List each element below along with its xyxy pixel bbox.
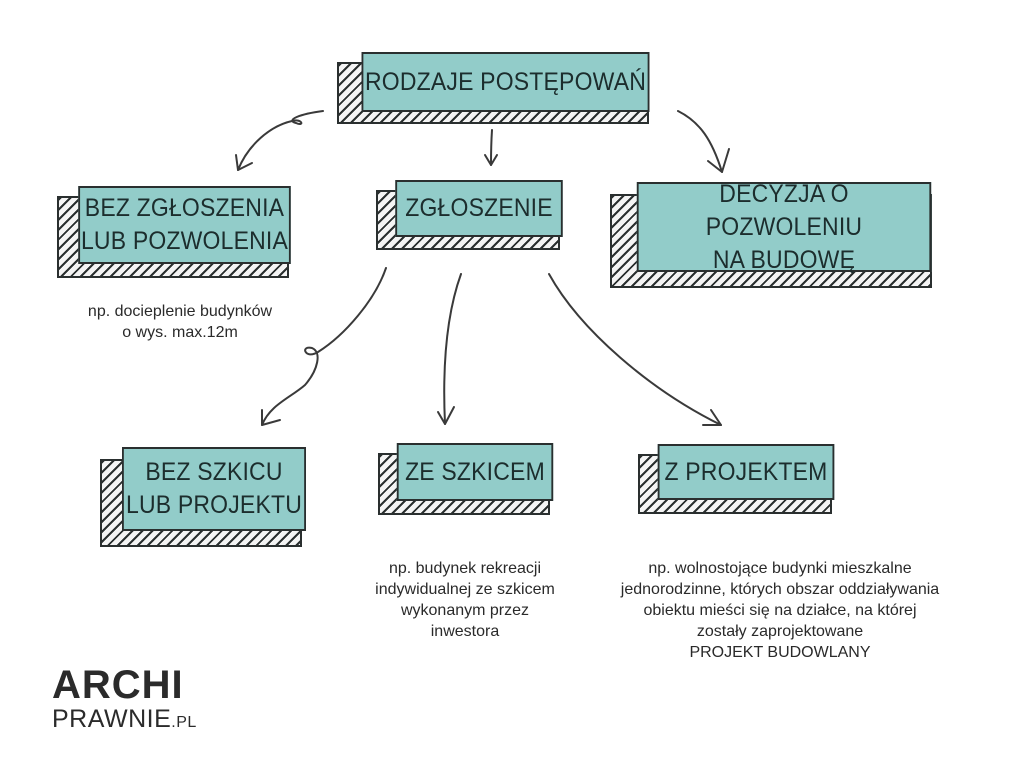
node-label-line-1: DECYZJA O POZWOLENIU: [705, 179, 863, 241]
node-label-line-1: BEZ SZKICU: [145, 458, 283, 486]
node-label-line-2: LUB POZWOLENIA: [80, 227, 289, 255]
archiprawnie-logo: [52, 665, 197, 737]
node-decyzja: [610, 179, 944, 288]
logo-bottom: PRAWNIE.PL: [52, 705, 197, 733]
note-bez-zgloszenia: np. docieplenie budynków o wys. max.12m: [87, 303, 273, 341]
note-ze-szkicem: np. budynek rekreacji indywidualnej ze szkicem wykonanym przez inwestora: [375, 560, 555, 640]
arrow-root-to-bez-zgloszenia: [238, 111, 323, 170]
logo-top: ARCHI: [52, 663, 184, 707]
node-zgloszenie: [376, 180, 570, 250]
node-bez-szkicu: [100, 447, 314, 547]
node-rodzaje-postepowan: [337, 52, 662, 126]
arrow-root-to-zgloszenie: [491, 130, 492, 165]
arrow-zgloszenie-to-ze-szkicem: [444, 274, 461, 424]
node-label-line-1: BEZ ZGŁOSZENIA: [84, 194, 285, 222]
arrow-zgloszenie-to-z-projektem: [549, 274, 721, 425]
node-label: ZGŁOSZENIE: [405, 194, 553, 222]
node-label: Z PROJEKTEM: [664, 457, 828, 486]
node-label: RODZAJE POSTĘPOWAŃ: [364, 67, 647, 96]
node-label-line-2: LUB PROJEKTU: [125, 491, 303, 519]
node-label-line-2: NA BUDOWĘ: [712, 245, 856, 274]
node-bez-zgloszenia: [57, 186, 300, 278]
arrow-zgloszenie-to-bez-szkicu: [262, 268, 386, 425]
node-label: ZE SZKICEM: [405, 457, 545, 486]
node-z-projektem: [638, 444, 842, 514]
arrow-root-to-decyzja: [678, 111, 722, 172]
node-ze-szkicem: [378, 443, 560, 515]
note-z-projektem: np. wolnostojące budynki mieszkalne jednorodzinne, których obszar oddziaływania obiektu mieści się na działce, na której zostały zaprojektowane PROJEKT BUDOWLANY: [620, 560, 940, 661]
